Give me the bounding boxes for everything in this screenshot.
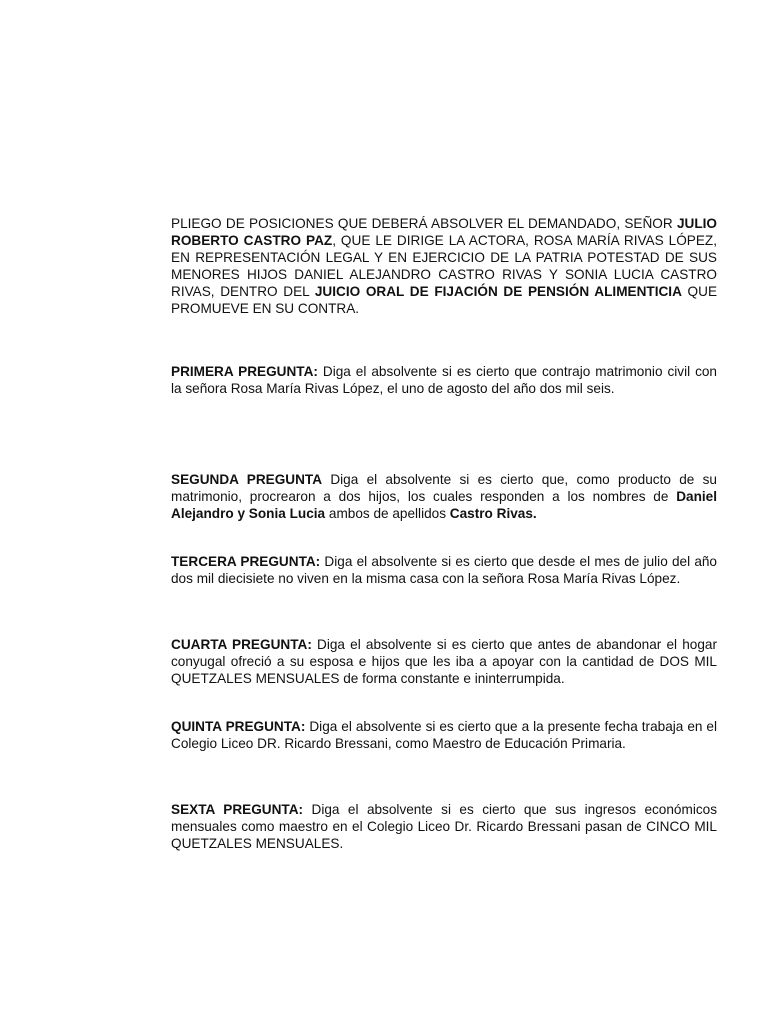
question-4-text: Diga el absolvente si es cierto que antes de abandonar el hogar conyugal ofreció a su esposa e hijos que les iba a apoyar con la cantidad de DOS MIL QUETZALES MENSUALES de forma constante e ininterrumpida. (171, 637, 717, 686)
intro-text-3: QUE PROMUEVE EN SU CONTRA. (171, 284, 718, 316)
question-6-text: Diga el absolvente si es cierto que sus ingresos económicos mensuales como maestro en el Colegio Liceo Dr. Ricardo Bressani pasan de CINCO MIL QUETZALES MENSUALES. (171, 802, 717, 851)
children-names: Daniel Alejandro y Sonia Lucia (171, 489, 717, 521)
question-2-text: Diga el absolvente si es cierto que, como producto de su matrimonio, procrearon a dos hijos, los cuales responden a los nombres de (171, 472, 717, 504)
question-4 (171, 636, 717, 687)
question-1-text: Diga el absolvente si es cierto que contrajo matrimonio civil con la señora Rosa María Rivas López, el uno de agosto del año dos mil seis. (171, 364, 717, 396)
question-5-text: Diga el absolvente si es cierto que a la presente fecha trabaja en el Colegio Liceo DR. Ricardo Bressani, como Maestro de Educación Primaria. (171, 719, 717, 751)
question-5 (171, 718, 717, 752)
question-2 (171, 471, 717, 522)
question-1 (171, 363, 717, 397)
defendant-name: JULIO ROBERTO CASTRO PAZ (171, 216, 717, 248)
question-2-heading: SEGUNDA PREGUNTA (171, 472, 323, 487)
question-5-heading: QUINTA PREGUNTA: (171, 719, 306, 734)
intro-text-1: PLIEGO DE POSICIONES QUE DEBERÁ ABSOLVER EL DEMANDADO, SEÑOR (171, 216, 677, 231)
question-3 (171, 553, 717, 587)
children-surname: Castro Rivas. (449, 506, 537, 521)
question-1-heading: PRIMERA PREGUNTA: (171, 364, 318, 379)
question-2-text-2: ambos de apellidos (325, 506, 450, 521)
intro-text-2: , QUE LE DIRIGE LA ACTORA, ROSA MARÍA RIVAS LÓPEZ, EN REPRESENTACIÓN LEGAL Y EN EJERCICIO DE LA PATRIA POTESTAD DE SUS MENORES HIJOS DANIEL ALEJANDRO CASTRO RIVAS Y SONIA LUCIA CASTRO RIVAS, DENTRO DEL (171, 233, 717, 299)
question-4-heading: CUARTA PREGUNTA: (171, 637, 312, 652)
question-6 (171, 801, 717, 852)
intro-paragraph (171, 215, 717, 317)
question-3-heading: TERCERA PREGUNTA: (171, 554, 321, 569)
case-type: JUICIO ORAL DE FIJACIÓN DE PENSIÓN ALIMENTICIA (314, 284, 682, 299)
question-3-text: Diga el absolvente si es cierto que desde el mes de julio del año dos mil diecisiete no viven en la misma casa con la señora Rosa María Rivas López. (171, 554, 717, 586)
question-6-heading: SEXTA PREGUNTA: (171, 802, 304, 817)
